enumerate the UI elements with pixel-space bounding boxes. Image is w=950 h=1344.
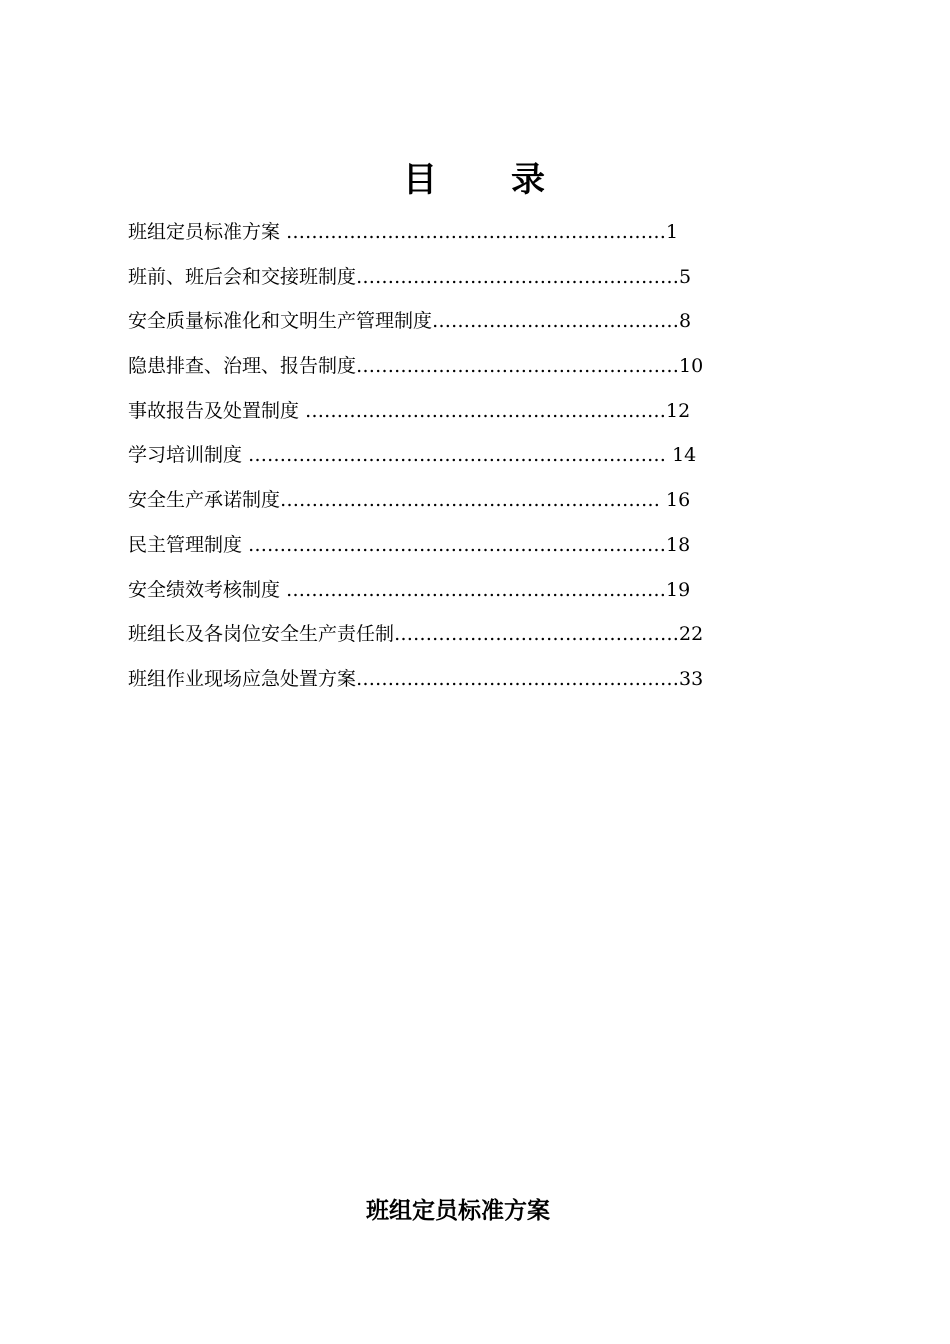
toc-entry-text: 安全质量标准化和文明生产管理制度…………………………………8 bbox=[128, 310, 692, 333]
toc-entry bbox=[128, 344, 828, 389]
toc-entry-text: 隐患排查、治理、报告制度……………………………………………10 bbox=[128, 355, 704, 378]
toc-entry-text: 班组长及各岗位安全生产责任制………………………………………22 bbox=[128, 623, 704, 646]
toc-entry bbox=[128, 210, 828, 255]
section-heading: 班组定员标准方案 bbox=[366, 1198, 550, 1224]
toc-title: 目 录 bbox=[403, 160, 547, 200]
toc-entry bbox=[128, 389, 828, 434]
toc-list bbox=[128, 210, 828, 702]
toc-entry bbox=[128, 478, 828, 523]
toc-entry-text: 事故报告及处置制度 …………………………………………………12 bbox=[128, 399, 691, 422]
toc-entry-text: 民主管理制度 …………………………………………………………18 bbox=[128, 533, 691, 556]
toc-entry bbox=[128, 568, 828, 613]
toc-entry bbox=[128, 523, 828, 568]
toc-entry-text: 班前、班后会和交接班制度……………………………………………5 bbox=[128, 265, 692, 288]
toc-entry bbox=[128, 299, 828, 344]
toc-entry-text: 安全绩效考核制度 ……………………………………………………19 bbox=[128, 578, 691, 601]
toc-entry bbox=[128, 612, 828, 657]
toc-entry-text: 班组定员标准方案 ……………………………………………………1 bbox=[128, 221, 679, 243]
toc-entry-text: 安全生产承诺制度…………………………………………………… 16 bbox=[128, 489, 691, 512]
toc-entry-text: 班组作业现场应急处置方案……………………………………………33 bbox=[128, 667, 704, 690]
toc-entry bbox=[128, 255, 828, 300]
toc-entry-text: 学习培训制度 ………………………………………………………… 14 bbox=[128, 444, 697, 467]
toc-entry bbox=[128, 657, 828, 702]
toc-entry bbox=[128, 433, 828, 478]
